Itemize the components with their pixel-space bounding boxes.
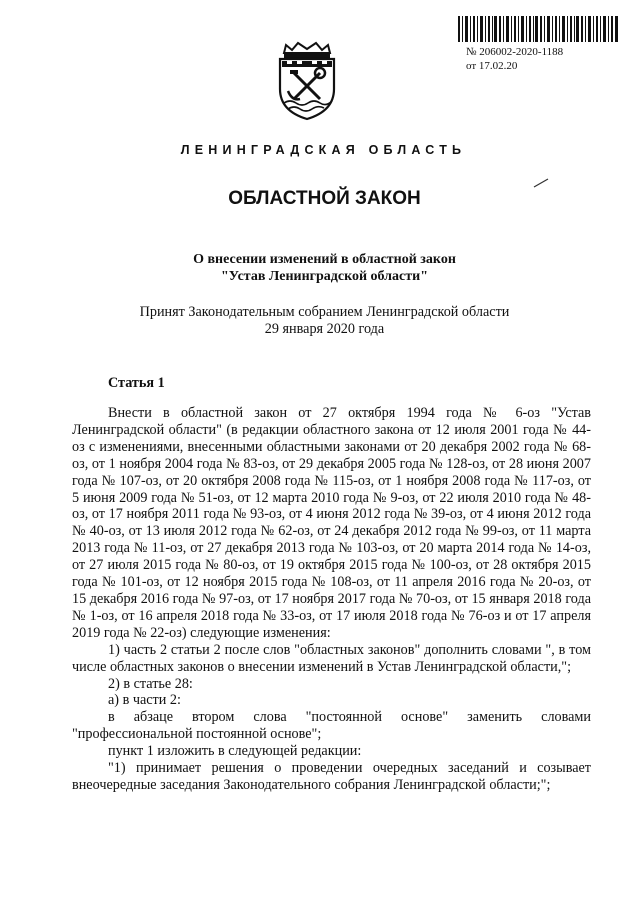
article-body <box>72 405 591 794</box>
coat-of-arms-icon <box>272 41 342 121</box>
barcode-image <box>458 16 618 42</box>
registration-number: № 206002-2020-1188 <box>466 46 564 58</box>
law-title-line-1: О внесении изменений в областной закон <box>193 252 456 267</box>
law-title <box>0 251 639 285</box>
region-heading: ЛЕНИНГРАДСКАЯ ОБЛАСТЬ <box>180 143 467 157</box>
paragraph: 1) часть 2 статьи 2 после слов "областных законов" дополнить словами ", в том числе областных законов о внесении изменений в Устав Ленинградской области,"; <box>72 641 591 675</box>
pen-mark <box>533 178 549 188</box>
registration-date: от 17.02.20 <box>466 60 518 72</box>
paragraph: в абзаце втором слова "постоянной основе" заменить словами "профессиональной постоянной основе"; <box>72 709 591 743</box>
paragraph: 2) в статье 28: <box>108 675 193 692</box>
paragraph: а) в части 2: <box>108 692 181 709</box>
adoption-line-2: 29 января 2020 года <box>264 321 385 337</box>
paragraph: Внести в областной закон от 27 октября 1994 года № 6-оз "Устав Ленинградской области" (в редакции областного закона от 12 июля 2001 года № 44-оз с изменениями, внесенными областными законами от 20 декабря 2002 года № 68-оз, от 1 ноября 2004 года № 83-оз, от 29 декабря 2005 года № 128-оз, от 28 июня 2007 года № 107-оз, от 20 октября 2008 года № 115-оз, от 1 ноября 2008 года № 117-оз, от 5 июня 2009 года № 51-оз, от 12 марта 2010 года № 9-оз, от 22 июля 2010 года № 48-оз, от 17 ноября 2011 года № 93-оз, от 4 июня 2012 года № 39-оз, от 4 июня 2012 года № 40-оз, от 13 июля 2012 года № 62-оз, от 24 декабря 2012 года № 99-оз, от 11 марта 2013 года № 11-оз, от 27 декабря 2013 года № 103-оз, от 20 марта 2014 года № 14-оз, от 27 июля 2015 года № 80-оз, от 19 октября 2015 года № 100-оз, от 28 октября 2015 года № 101-оз, от 12 ноября 2015 года № 108-оз, от 11 апреля 2016 года № 20-оз, от 15 декабря 2016 года № 97-оз, от 17 ноября 2017 года № 70-оз, от 15 января 2018 года № 1-оз, от 16 апреля 2018 года № 33-оз, от 17 июля 2018 года № 76-оз и от 17 апреля 2019 года № 22-оз) следующие изменения: <box>72 405 591 641</box>
article-heading: Статья 1 <box>108 375 165 391</box>
registration-info <box>466 45 563 73</box>
adoption-note <box>0 304 639 338</box>
paragraph: пункт 1 изложить в следующей редакции: <box>108 743 362 760</box>
law-title-line-2: "Устав Ленинградской области" <box>221 269 428 284</box>
document-type-heading: ОБЛАСТНОЙ ЗАКОН <box>228 188 421 209</box>
adoption-line-1: Принят Законодательным собранием Ленинградской области <box>139 304 510 320</box>
paragraph: "1) принимает решения о проведении очередных заседаний и созывает внеочередные заседания Законодательного собрания Ленинградской области;"; <box>72 760 591 793</box>
